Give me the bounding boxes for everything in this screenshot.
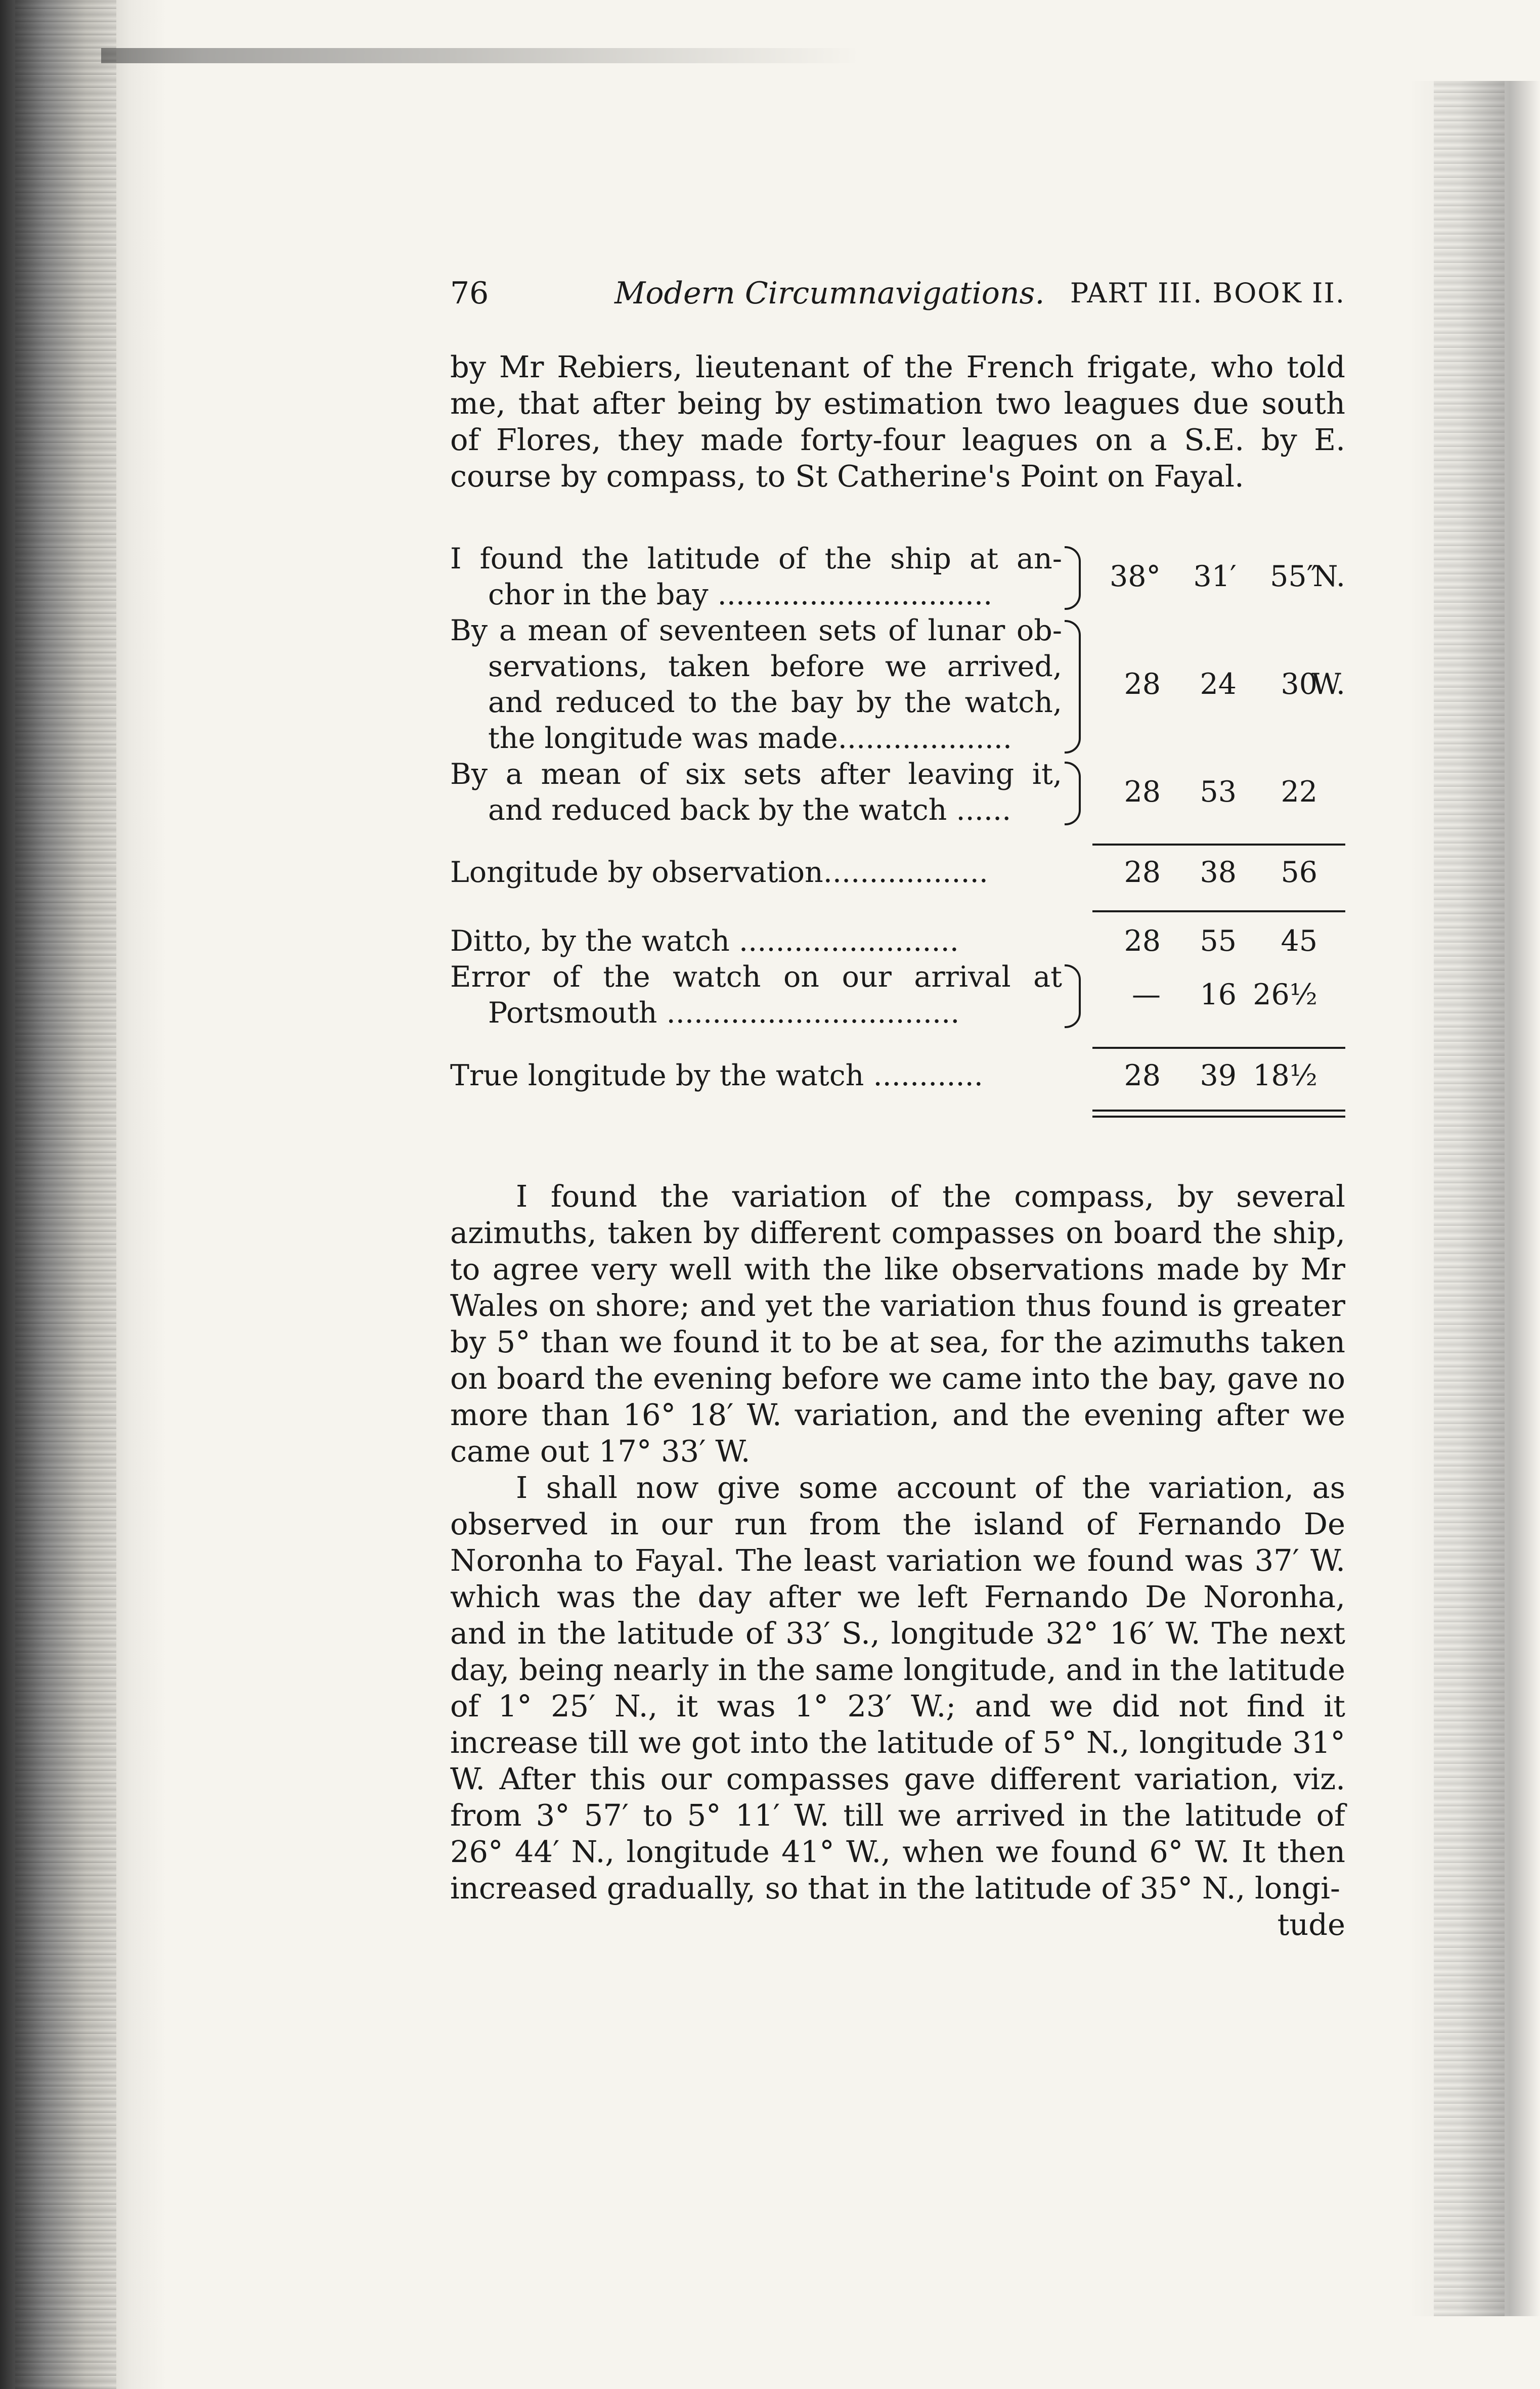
brace <box>1065 762 1081 825</box>
table-row: By a mean of six sets after leaving it, and reduced back by the watch ...... 28 53 22 <box>450 758 1317 827</box>
running-header <box>450 273 1345 314</box>
table-rule <box>1092 1110 1345 1112</box>
minutes: 31′ <box>1193 560 1237 593</box>
table-row: Error of the watch on our arrival at Portsmouth ................................ — 16 26½ <box>450 960 1317 1030</box>
catchword: tude <box>1277 1907 1345 1942</box>
row-label-cont: chor in the bay .............................. <box>488 578 993 611</box>
table-rule <box>1092 1047 1345 1049</box>
direction: W. <box>1311 668 1345 701</box>
brace <box>1065 620 1081 754</box>
table-row: Ditto, by the watch ........................ 28 55 45 <box>450 923 1345 959</box>
row-label: I found the latitude of the ship at an- <box>450 542 1062 576</box>
degrees: 28 <box>1124 775 1161 809</box>
degrees: 28 <box>1124 668 1161 701</box>
seconds: 22 <box>1281 775 1317 809</box>
intro-paragraph <box>450 349 1345 495</box>
intro-text: by Mr Rebiers, lieutenant of the French frigate, who told me, that after being by estimation two leagues due south of Flores, they made forty-four leagues on a S.E. by E. course by compass, to St Catherine's Point on Fayal. <box>450 349 1345 494</box>
degrees: 38° <box>1109 560 1161 593</box>
brace <box>1065 964 1081 1028</box>
table-row: True longitude by the watch ............ 28 39 18½ <box>450 1058 1345 1094</box>
brace <box>1065 546 1081 610</box>
degrees: 28 <box>1124 924 1161 958</box>
minutes: 24 <box>1200 668 1237 701</box>
degrees: 28 <box>1124 856 1161 889</box>
running-title: Modern Circumnavigations. <box>614 276 1045 311</box>
degrees: 28 <box>1124 1059 1161 1092</box>
scan-edge-left-streaks <box>15 0 116 2389</box>
table-row: By a mean of seventeen sets of lunar ob- servations, taken before we arrived, and reduced to the bay by the watch, the longitude was made................... 28 24 30 W. <box>450 614 1345 755</box>
table-rule-double <box>1092 1116 1345 1118</box>
minutes: 55 <box>1200 924 1237 958</box>
seconds: 45 <box>1281 924 1317 958</box>
paragraph: I shall now give some account of the variation, as observed in our run from the island of Fernando De Noronha to Fayal. The least variation we found was 37′ W. which was the day after we left Fernando De Noronha, and in the latitude of 33′ S., longitude 32° 16′ W. The next day, being nearly in the same longitude, and in the latitude of 1° 25′ N., it was 1° 23′ W.; and we did not find it increase till we got into the latitude of 5° N., longitude 31° W. After this our compasses gave different variation, viz. from 3° 57′ to 5° 11′ W. till we arrived in the latitude of 26° 44′ N., longitude 41° W., when we found 6° W. It then increased gradually, so that in the latitude of 35° N., longi- <box>450 1470 1345 1906</box>
seconds: 18½ <box>1253 1059 1317 1092</box>
table-rule <box>1092 910 1345 912</box>
minutes: 38 <box>1200 856 1237 889</box>
table-row <box>450 541 1345 613</box>
paragraph: I found the variation of the compass, by several azimuths, taken by different compasses on board the ship, to agree very well with the like observations made by Mr Wales on shore; and yet the variation thus found is greater by 5° than we found it to be at sea, for the azimuths taken on board the evening before we came into the bay, gave no more than 16° 18′ W. variation, and the evening after we came out 17° 33′ W. <box>450 1179 1345 1469</box>
page-number: 76 <box>450 276 489 311</box>
degrees: — <box>1132 978 1161 1011</box>
table-row: Longitude by observation.................. 28 38 56 <box>450 855 1345 891</box>
seconds: 26½ <box>1253 978 1317 1011</box>
scan-edge-top <box>101 48 860 63</box>
body-text <box>450 1178 1345 1943</box>
direction: N. <box>1312 560 1345 593</box>
table-rule <box>1092 844 1345 846</box>
minutes: 53 <box>1200 775 1237 809</box>
part-book-label: PART III. BOOK II. <box>1070 277 1345 309</box>
seconds: 56 <box>1281 856 1317 889</box>
scan-edge-right-streaks <box>1434 81 1505 2316</box>
seconds: 55″ <box>1270 560 1317 593</box>
seconds: 30 <box>1281 668 1317 701</box>
minutes: 16 <box>1200 978 1237 1011</box>
minutes: 39 <box>1200 1059 1237 1092</box>
